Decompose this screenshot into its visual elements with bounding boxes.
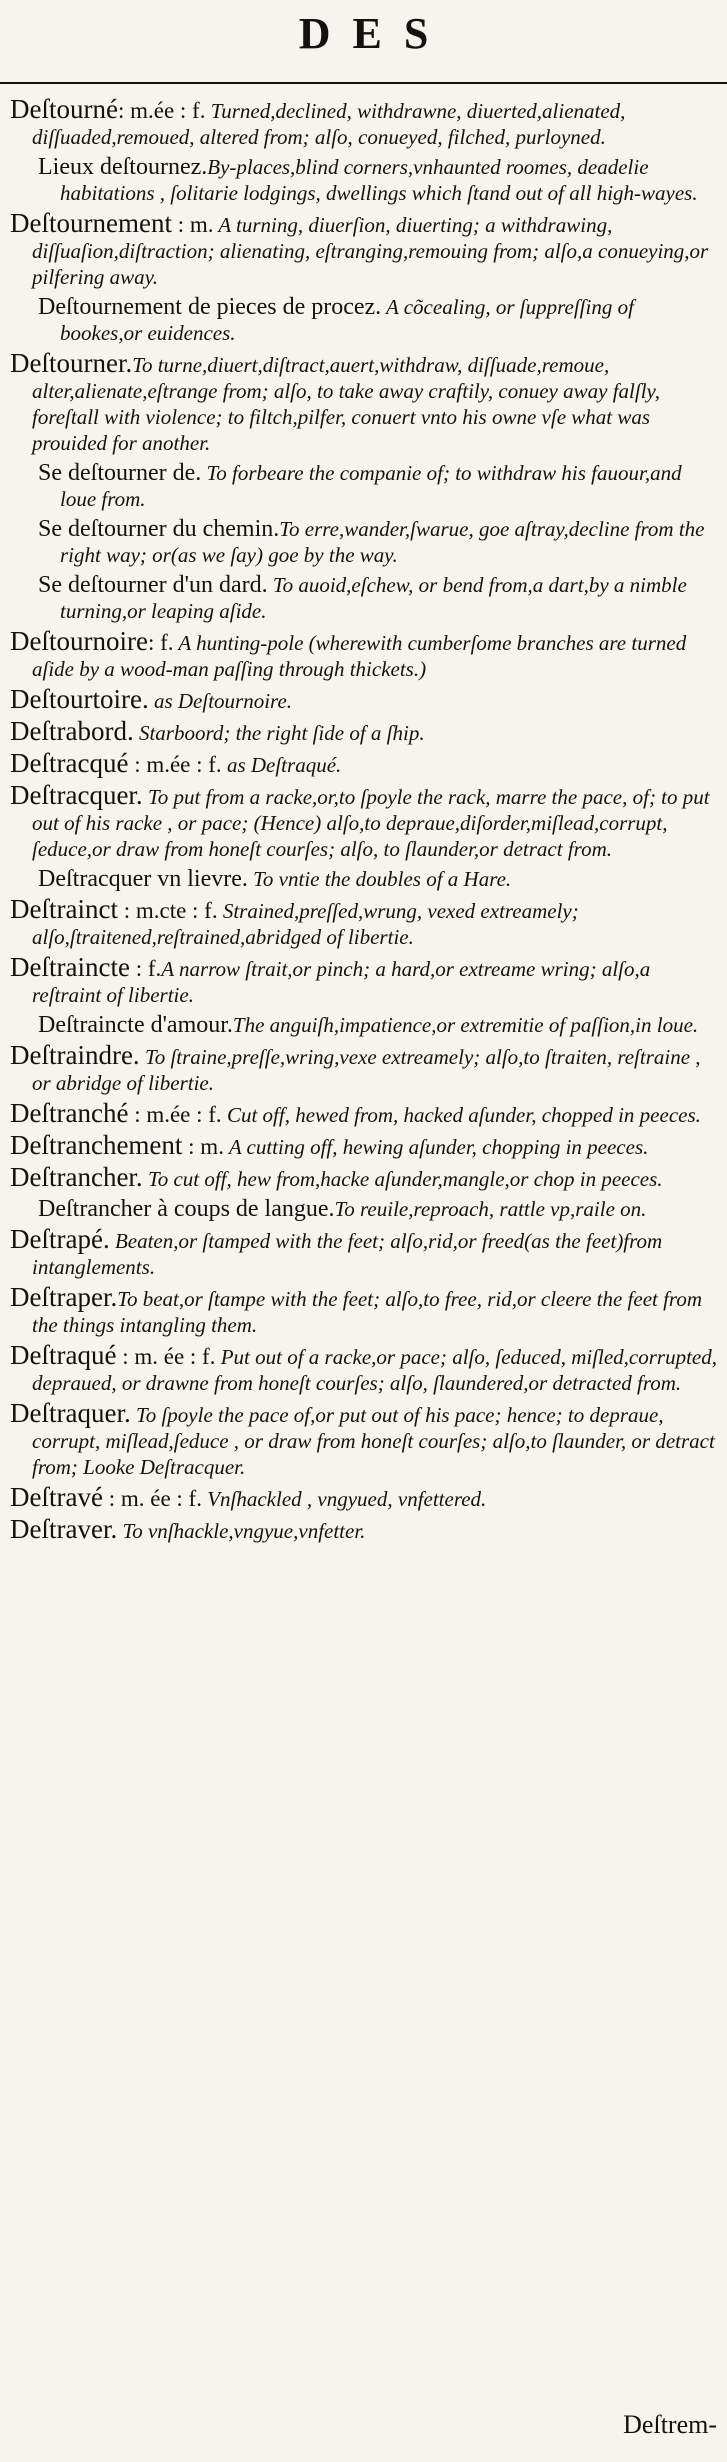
dictionary-entry — [10, 782, 720, 862]
dictionary-entry — [10, 1400, 720, 1480]
headword: Deſtracquer. — [10, 780, 143, 810]
dictionary-entry — [10, 718, 720, 746]
headword: Deſtracqué — [10, 748, 129, 778]
definition: The anguiſh,impatience,or extremitie of paſſion,in loue. — [232, 1013, 699, 1037]
header-rule — [0, 82, 727, 84]
definition: Beaten,or ſtamped with the feet; alſo,rid,or freed(as the feet)from intanglements. — [32, 1229, 663, 1279]
definition: Strained,preſſed,wrung, vexed extreamely; alſo,ſtraitened,reſtrained,abridged of libertie. — [32, 899, 579, 949]
definition: as Deſtraqué. — [221, 753, 342, 777]
dictionary-entry — [10, 1484, 720, 1512]
dictionary-entry — [10, 1284, 720, 1338]
definition: A cõcealing, or ſuppreſſing of bookes,or euidences. — [60, 295, 634, 345]
headword: Lieux deſtournez. — [38, 154, 208, 180]
sub-entry — [10, 294, 720, 346]
page-header — [0, 0, 727, 108]
headword: Deſtraper. — [10, 1282, 118, 1312]
definition: as Deſtournoire. — [148, 689, 293, 713]
grammar-label: : m.ée : f. — [128, 752, 222, 777]
headword: Deſtournement de pieces de procez. — [38, 294, 382, 320]
grammar-label: : f. — [147, 630, 174, 655]
definition: By-places,blind corners,vnhaunted roomes, deadelie habitations , ſolitarie lodgings, dwellings which ſtand out of all high-wayes. — [60, 155, 698, 205]
headword: Deſtraver. — [10, 1514, 118, 1544]
dictionary-entry — [10, 686, 720, 714]
sub-entry — [10, 1196, 720, 1222]
headword: Deſtourner. — [10, 348, 133, 378]
grammar-label: : m.cte : f. — [117, 898, 218, 923]
headword: Deſtraquer. — [10, 1398, 131, 1428]
dictionary-entry — [10, 1100, 720, 1128]
definition: To forbeare the companie of; to withdraw his fauour,and loue from. — [60, 461, 682, 511]
definition: To erre,wander,ſwarue, goe aſtray,decline from the right way; or(as we ſay) goe by the way. — [60, 517, 705, 567]
sub-entry — [10, 572, 720, 624]
definition: To auoid,eſchew, or bend from,a dart,by a nimble turning,or leaping aſide. — [60, 573, 687, 623]
grammar-label: : m. ée : f. — [116, 1344, 216, 1369]
definition: To put from a racke,or,to ſpoyle the rack, marre the pace, of; to put out of his racke , or pace; (Hence) alſo,to depraue,diſorder,miſlead,corrupt, ſeduce,or draw from honeſt courſes; alſo, to ſlaunder,or detract from. — [32, 785, 710, 861]
definition: To vnſhackle,vngyue,vnfetter. — [117, 1519, 366, 1543]
headword: Deſtraincte d'amour. — [38, 1012, 233, 1038]
definition: To ſpoyle the pace of,or put out of his pace; hence; to depraue, corrupt, miſlead,ſeduce , or draw from honeſt courſes; alſo,to ſlaunder, or detract from; Looke Deſtracquer. — [32, 1403, 715, 1479]
headword: Deſtraqué — [10, 1340, 117, 1370]
grammar-label: : m. — [182, 1134, 224, 1159]
dictionary-entry — [10, 628, 720, 682]
headword: Deſtraindre. — [10, 1040, 140, 1070]
dictionary-entry — [10, 1342, 720, 1396]
entry-list — [10, 96, 720, 1548]
definition: To beat,or ſtampe with the feet; alſo,to free, rid,or cleere the feet from the things intangling them. — [32, 1287, 702, 1337]
definition: A turning, diuerſion, diuerting; a withdrawing, diſſuaſion,diſtraction; alienating, eſtranging,remouing from; alſo,a conueying,or pilfering away. — [32, 213, 709, 289]
definition: Cut off, hewed from, hacked aſunder, chopped in peeces. — [221, 1103, 701, 1127]
sub-entry — [10, 460, 720, 512]
headword: Deſtraincte — [10, 952, 130, 982]
headword: Deſtourné — [10, 94, 118, 124]
headword: Deſtranchement — [10, 1130, 183, 1160]
dictionary-entry — [10, 210, 720, 290]
dictionary-entry — [10, 1132, 720, 1160]
definition: Vnſhackled , vngyued, vnfettered. — [201, 1487, 487, 1511]
definition: A cutting off, hewing aſunder, chopping in peeces. — [223, 1135, 649, 1159]
headword: Deſtrancher. — [10, 1162, 143, 1192]
definition: Starboord; the right ſide of a ſhip. — [133, 721, 425, 745]
definition: To vntie the doubles of a Hare. — [247, 867, 512, 891]
definition: A hunting-pole (wherewith cumberſome branches are turned aſide by a wood-man paſſing through thickets.) — [32, 631, 687, 681]
headword: Se deſtourner d'un dard. — [38, 572, 268, 598]
definition: Put out of a racke,or pace; alſo, ſeduced, miſled,corrupted, depraued, or drawne from honeſt courſes; alſo, ſlaundered,or detracted from. — [32, 1345, 718, 1395]
headword: Deſtranché — [10, 1098, 129, 1128]
dictionary-entry — [10, 1042, 720, 1096]
dictionary-entry — [10, 896, 720, 950]
headword: Se deſtourner de. — [38, 460, 202, 486]
sub-entry — [10, 154, 720, 206]
grammar-label: : m.ée : f. — [128, 1102, 222, 1127]
catchword: Deſtrem- — [623, 2410, 717, 2439]
definition: Turned,declined, withdrawne, diuerted,alienated, diſſuaded,remoued, altered from; alſo, conueyed, filched, purloyned. — [32, 99, 626, 149]
dictionary-entry — [10, 96, 720, 150]
sub-entry — [10, 866, 720, 892]
definition: To cut off, hew from,hacke aſunder,mangle,or chop in peeces. — [142, 1167, 663, 1191]
headword: Deſtracquer vn lievre. — [38, 866, 248, 892]
dictionary-entry — [10, 954, 720, 1008]
dictionary-entry — [10, 1226, 720, 1280]
headword: Deſtrainct — [10, 894, 118, 924]
headword: Deſtournoire — [10, 626, 148, 656]
definition: A narrow ſtrait,or pinch; a hard,or extreame wring; alſo,a reſtraint of libertie. — [32, 957, 651, 1007]
headword: Deſtravé — [10, 1482, 103, 1512]
grammar-label: : m. ée : f. — [102, 1486, 202, 1511]
sub-entry — [10, 516, 720, 568]
grammar-label: : m.ée : f. — [117, 98, 206, 123]
dictionary-entry — [10, 1516, 720, 1544]
dictionary-entry — [10, 350, 720, 456]
headword: Deſtrancher à coups de langue. — [38, 1196, 335, 1222]
headword: Deſtrapé. — [10, 1224, 110, 1254]
definition: To turne,diuert,diſtract,auert,withdraw, diſſuade,remoue, alter,alienate,eſtrange from; alſo, to take away craftily, conuey away falſly, foreſtall with violence; to filtch,pilfer, conuert vnto his owne vſe what was prouided for another. — [32, 353, 660, 455]
headword: Se deſtourner du chemin. — [38, 516, 280, 542]
dictionary-entry — [10, 1164, 720, 1192]
headword: Deſtourtoire. — [10, 684, 149, 714]
headword: Deſtrabord. — [10, 716, 134, 746]
definition: To ſtraine,preſſe,wring,vexe extreamely; alſo,to ſtraiten, reſtraine , or abridge of libertie. — [32, 1045, 701, 1095]
grammar-label: : f. — [129, 956, 162, 981]
sub-entry — [10, 1012, 720, 1038]
dictionary-entry — [10, 750, 720, 778]
grammar-label: : m. — [171, 212, 214, 237]
headword: Deſtournement — [10, 208, 172, 238]
definition: To reuile,reproach, rattle vp,raile on. — [334, 1197, 647, 1221]
running-head: DES — [298, 9, 451, 58]
